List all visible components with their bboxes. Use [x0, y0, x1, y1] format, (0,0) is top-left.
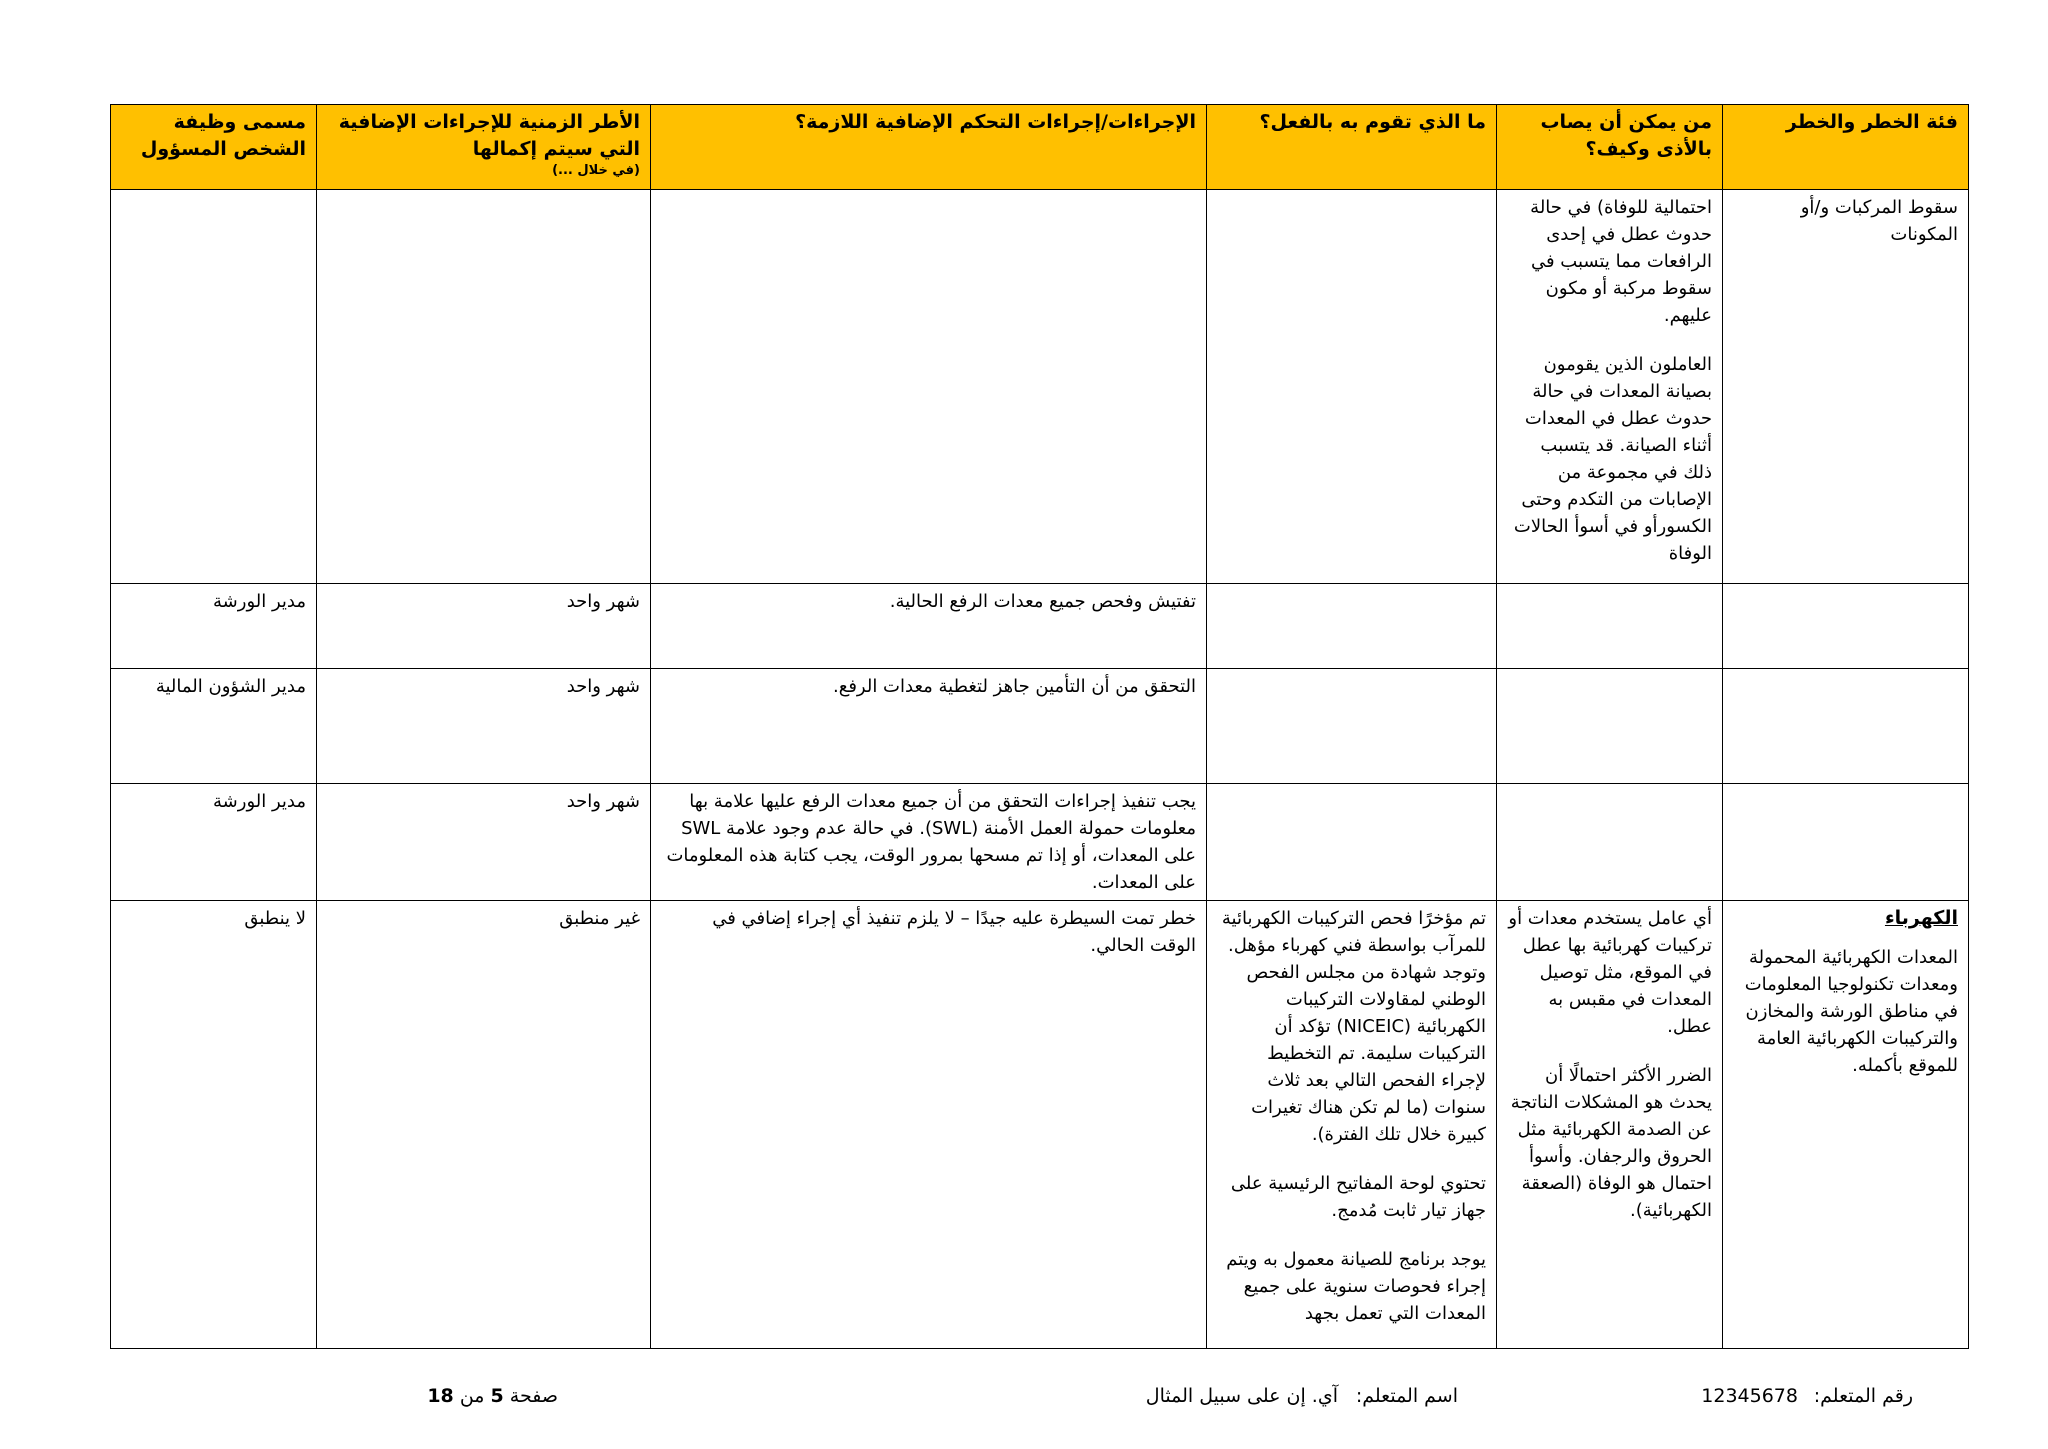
risk-assessment-table — [110, 104, 1969, 1349]
hazard-cell — [1723, 669, 1969, 784]
already-cell — [1207, 584, 1497, 669]
responsible-cell: مدير الورشة — [111, 784, 317, 901]
table-row — [111, 190, 1969, 584]
hazard-cell — [1723, 584, 1969, 669]
already-cell — [1207, 784, 1497, 901]
table-row — [111, 584, 1969, 669]
who-paragraph: الضرر الأكثر احتمالًا أن يحدث هو المشكلات الناتجة عن الصدمة الكهربائية مثل الحروق والرجفان. وأسوأ احتمال هو الوفاة (الصعقة الكهربائية). — [1510, 1065, 1712, 1221]
already-cell — [1207, 901, 1497, 1349]
learner-number: 12345678 — [1701, 1385, 1798, 1407]
who-paragraph: احتمالية للوفاة) في حالة حدوث عطل في إحدى الرافعات مما يتسبب في سقوط مركبة أو مكون عليهم. — [1530, 197, 1712, 326]
table-row — [111, 784, 1969, 901]
learner-number-label: رقم المتعلم: — [1813, 1385, 1913, 1407]
page-of: من — [459, 1385, 485, 1407]
header-hazard: فئة الخطر والخطر — [1723, 105, 1969, 190]
who-paragraph: العاملون الذين يقومون بصيانة المعدات في حالة حدوث عطل في المعدات أثناء الصيانة. قد يتسبب ذلك في مجموعة من الإصابات من التكدم وحتى الكسورأو في أسوأ الحالات الوفاة — [1513, 354, 1712, 564]
timescale-cell: شهر واحد — [317, 584, 651, 669]
page-footer — [0, 1385, 2048, 1415]
learner-name-label: اسم المتعلم: — [1355, 1385, 1458, 1407]
page-total: 18 — [427, 1385, 454, 1407]
header-already: ما الذي تقوم به بالفعل؟ — [1207, 105, 1497, 190]
page-current: 5 — [490, 1385, 504, 1407]
responsible-cell — [111, 190, 317, 584]
header-timescale-label: الأطر الزمنية للإجراءات الإضافية التي سيتم إكمالها — [338, 111, 640, 160]
header-further: الإجراءات/إجراءات التحكم الإضافية اللازمة؟ — [651, 105, 1207, 190]
already-cell — [1207, 669, 1497, 784]
page-number — [427, 1385, 558, 1407]
action-cell: خطر تمت السيطرة عليه جيدًا – لا يلزم تنفيذ أي إجراء إضافي في الوقت الحالي. — [651, 901, 1207, 1349]
action-cell: تفتيش وفحص جميع معدات الرفع الحالية. — [651, 584, 1207, 669]
action-cell: يجب تنفيذ إجراءات التحقق من أن جميع معدات الرفع عليها علامة بها معلومات حمولة العمل الأمنة (SWL). في حالة عدم وجود علامة SWL على المعدات، أو إذا تم مسحها بمرور الوقت، يجب كتابة هذه المعلومات على المعدات. — [651, 784, 1207, 901]
already-paragraph: تحتوي لوحة المفاتيح الرئيسية على جهاز تيار ثابت مُدمج. — [1230, 1173, 1486, 1221]
hazard-cell: سقوط المركبات و/أو المكونات — [1723, 190, 1969, 584]
hazard-description: المعدات الكهربائية المحمولة ومعدات تكنولوجيا المعلومات في مناطق الورشة والمخازن والتركيبات الكهربائية العامة للموقع بأكمله. — [1744, 947, 1958, 1076]
hazard-cell — [1723, 784, 1969, 901]
timescale-cell: شهر واحد — [317, 669, 651, 784]
already-paragraph: يوجد برنامج للصيانة معمول به ويتم إجراء فحوصات سنوية على جميع المعدات التي تعمل بجهد — [1226, 1249, 1486, 1324]
header-row — [111, 105, 1969, 190]
timescale-cell: شهر واحد — [317, 784, 651, 901]
responsible-cell: مدير الورشة — [111, 584, 317, 669]
hazard-title: الكهرباء — [1884, 907, 1958, 929]
responsible-cell: لا ينطبق — [111, 901, 317, 1349]
page-word: صفحة — [509, 1385, 558, 1407]
header-responsible: مسمى وظيفة الشخص المسؤول — [111, 105, 317, 190]
header-timescale-sub: (في خلال ...) — [552, 163, 640, 178]
action-cell — [651, 190, 1207, 584]
table-row — [111, 669, 1969, 784]
timescale-cell: غير منطبق — [317, 901, 651, 1349]
action-cell: التحقق من أن التأمين جاهز لتغطية معدات الرفع. — [651, 669, 1207, 784]
table-row — [111, 901, 1969, 1349]
who-paragraph: أي عامل يستخدم معدات أو تركيبات كهربائية بها عطل في الموقع، مثل توصيل المعدات في مقبس به عطل. — [1508, 908, 1712, 1037]
already-cell — [1207, 190, 1497, 584]
who-cell — [1497, 190, 1723, 584]
hazard-cell — [1723, 901, 1969, 1349]
who-cell — [1497, 901, 1723, 1349]
who-cell — [1497, 669, 1723, 784]
risk-assessment-sheet — [110, 104, 1968, 1349]
responsible-cell: مدير الشؤون المالية — [111, 669, 317, 784]
header-timescale — [317, 105, 651, 190]
who-cell — [1497, 784, 1723, 901]
timescale-cell — [317, 190, 651, 584]
header-who: من يمكن أن يصاب بالأذى وكيف؟ — [1497, 105, 1723, 190]
already-paragraph: تم مؤخرًا فحص التركيبات الكهربائية للمرآب بواسطة فني كهرباء مؤهل. وتوجد شهادة من مجلس الفحص الوطني لمقاولات التركيبات الكهربائية (NICEIC) تؤكد أن التركيبات سليمة. تم التخطيط لإجراء الفحص التالي بعد ثلاث سنوات (ما لم تكن هناك تغيرات كبيرة خلال تلك الفترة). — [1221, 908, 1486, 1145]
who-cell — [1497, 584, 1723, 669]
learner-name: آي. إن على سبيل المثال — [1145, 1385, 1338, 1407]
